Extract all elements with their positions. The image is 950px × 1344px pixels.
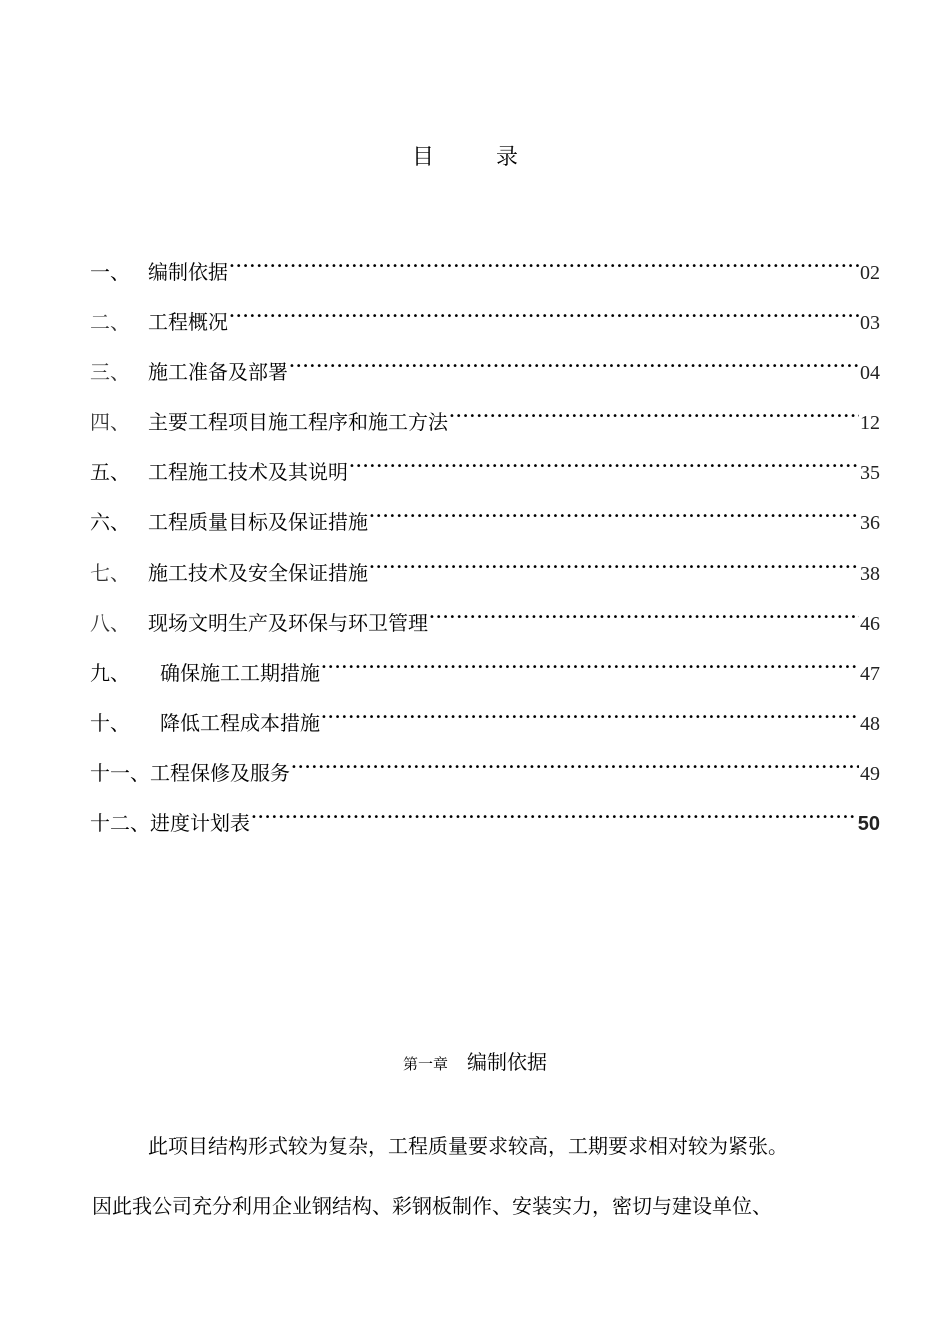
toc-item[interactable] (90, 306, 880, 356)
toc-item-title: 降低工程成本措施 (160, 710, 320, 735)
toc-item[interactable] (90, 256, 880, 306)
toc-item-title: 工程质量目标及保证措施 (148, 510, 368, 535)
toc-item-number: 十、 (90, 710, 130, 735)
toc-item[interactable] (90, 557, 880, 607)
toc-item-page: 46 (860, 612, 880, 635)
toc-item-page: 12 (860, 412, 880, 435)
toc-item-number: 七、 (90, 560, 130, 585)
toc-leader-dots (449, 409, 859, 429)
toc-item-title: 施工技术及安全保证措施 (148, 560, 368, 585)
toc-leader-dots (229, 259, 859, 279)
body-paragraph-line: 此项目结构形式较为复杂，工程质量要求较高，工期要求相对较为紧张。 (148, 1134, 788, 1158)
toc-item-number: 九、 (90, 660, 130, 685)
toc-item-number: 二、 (90, 310, 130, 335)
toc-item-title: 进度计划表 (150, 811, 250, 836)
toc-item-page: 35 (860, 462, 880, 485)
toc-item-page: 02 (860, 262, 880, 284)
toc-item-number: 六、 (90, 510, 130, 535)
toc-leader-dots (369, 560, 859, 580)
toc-item-title: 工程保修及服务 (150, 760, 290, 785)
toc-leader-dots (321, 660, 859, 680)
toc-item[interactable] (90, 757, 880, 807)
toc-item-title: 编制依据 (148, 260, 228, 284)
toc-item-number: 一、 (90, 260, 130, 284)
toc-item[interactable] (90, 607, 880, 657)
toc-item-title: 施工准备及部署 (148, 360, 288, 385)
toc-item-title: 现场文明生产及环保与环卫管理 (148, 610, 428, 635)
toc-item[interactable] (90, 506, 880, 556)
toc-item[interactable] (90, 807, 880, 857)
toc-item-page: 04 (860, 362, 880, 385)
chapter-label: 第一章 (402, 1055, 448, 1073)
toc-item[interactable] (90, 657, 880, 707)
toc-item-title: 确保施工工期措施 (160, 660, 320, 685)
toc-leader-dots (289, 359, 859, 379)
toc-leader-dots (229, 309, 859, 329)
toc-item-page: 36 (860, 512, 880, 535)
table-of-contents (90, 256, 880, 857)
toc-item-number: 十二、 (90, 811, 150, 836)
toc-leader-dots (369, 509, 859, 529)
toc-item[interactable] (90, 707, 880, 757)
toc-item-number: 三、 (90, 360, 130, 385)
toc-leader-dots (291, 760, 859, 780)
toc-item-title: 工程概况 (148, 310, 228, 335)
toc-item[interactable] (90, 406, 880, 456)
toc-item-title: 主要工程项目施工程序和施工方法 (148, 410, 448, 435)
toc-item-page: 47 (860, 662, 880, 685)
toc-item[interactable] (90, 456, 880, 506)
toc-leader-dots (321, 710, 859, 730)
toc-item-page: 03 (860, 312, 880, 335)
toc-item-number: 八、 (90, 610, 130, 635)
toc-item-number: 十一、 (90, 760, 150, 785)
toc-item-page: 50 (857, 813, 880, 836)
chapter-title: 编制依据 (467, 1050, 548, 1074)
toc-leader-dots (349, 459, 859, 479)
toc-item-page: 48 (860, 712, 880, 735)
toc-item[interactable] (90, 356, 880, 406)
body-paragraph-line: 因此我公司充分利用企业钢结构、彩钢板制作、安装实力，密切与建设单位、 (92, 1194, 772, 1218)
toc-leader-dots (251, 810, 857, 830)
toc-item-number: 四、 (90, 410, 130, 435)
toc-item-page: 49 (860, 762, 880, 785)
toc-item-title: 工程施工技术及其说明 (148, 460, 348, 485)
toc-title: 目 录 (411, 145, 538, 170)
toc-item-page: 38 (860, 562, 880, 585)
toc-leader-dots (429, 610, 859, 630)
toc-item-number: 五、 (90, 460, 130, 485)
chapter-heading (0, 1046, 950, 1075)
